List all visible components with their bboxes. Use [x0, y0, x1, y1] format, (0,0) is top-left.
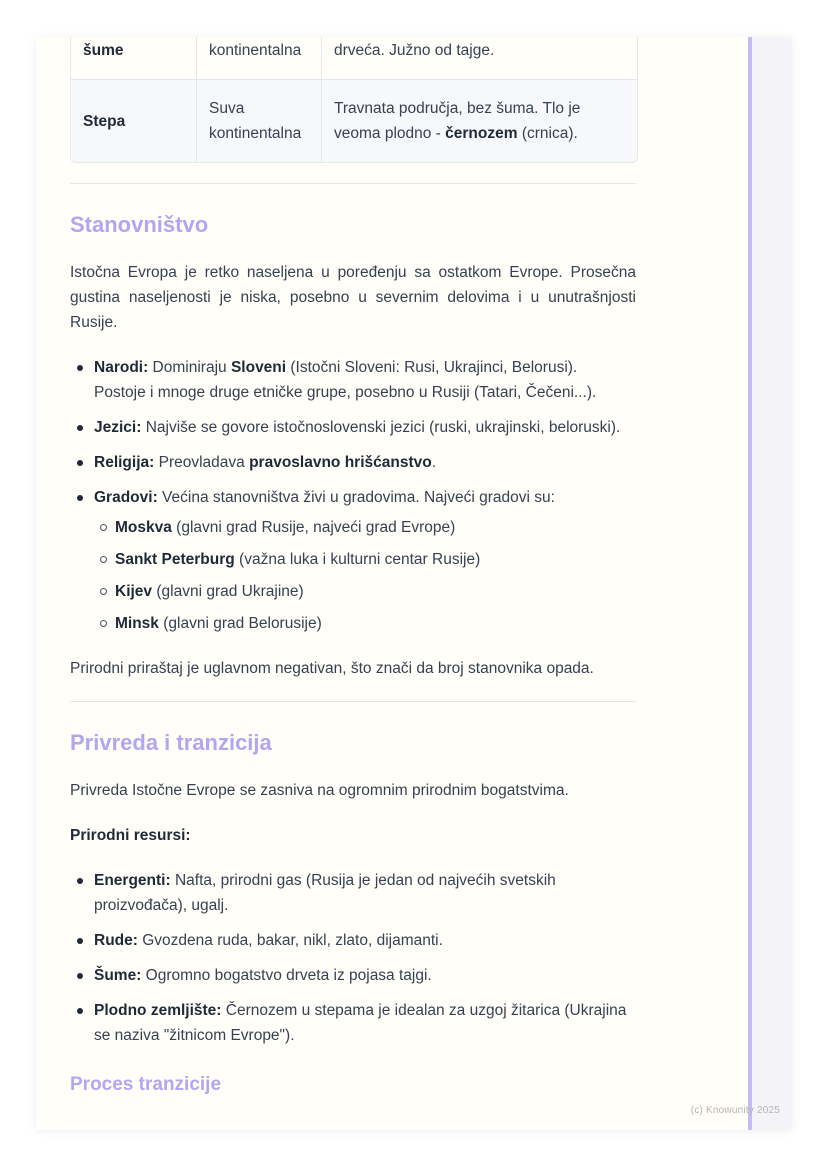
bold-text: Moskva [115, 519, 172, 536]
document-page [36, 37, 792, 1130]
bold-text: Religija: [94, 454, 155, 471]
section-divider [70, 701, 636, 702]
para-economy-intro [70, 778, 636, 803]
para-natural-resources-label [70, 823, 636, 848]
population-list [70, 355, 636, 636]
table-cell [71, 79, 196, 162]
table-body [71, 37, 637, 162]
text-run: (važna luka i kulturni centar Rusije) [234, 551, 481, 568]
bold-text: Jezici: [94, 419, 142, 436]
table-row [71, 79, 637, 162]
list-item [70, 963, 628, 988]
sub-list-item [94, 611, 628, 636]
text-run: Preovladava [154, 454, 250, 471]
bold-text: Energenti: [94, 872, 171, 889]
bold-text: Sankt Peterburg [115, 551, 235, 568]
text-run: (Istočni Sloveni: Rusi, Ukrajinci, Belorusi). Postoje i mnoge druge etničke grupe, posebno u Rusiji (Tatari, Čečeni...). [94, 359, 597, 401]
text-run: Černozem u stepama je idealan za uzgoj žitarica (Ukrajina se naziva "žitnicom Evrope"). [94, 1002, 627, 1044]
table-cell [321, 79, 637, 162]
sub-list-item [94, 547, 628, 572]
text-run: (glavni grad Belorusije) [158, 615, 322, 632]
text-run: Najviše se govore istočnoslovenski jezici (ruski, ukrajinski, beloruski). [141, 419, 621, 436]
text-run: Prirodni priraštaj je uglavnom negativan, što znači da broj stanovnika opada. [70, 660, 594, 677]
text-run: Gvozdena ruda, bakar, nikl, zlato, dijamanti. [137, 932, 443, 949]
text-run: Nafta, prirodni gas (Rusija je jedan od najvećih svetskih proizvođača), ugalj. [94, 872, 556, 914]
text-run: Suva kontinentalna [209, 100, 302, 142]
heading-stanovnistvo: Stanovništvo [70, 212, 209, 237]
heading-proces-tranzicije: Proces tranzicije [70, 1074, 222, 1095]
text-run: Travnata područja, bez šuma. Tlo je veoma plodno - [334, 100, 581, 142]
bold-text: Gradovi: [94, 489, 158, 506]
list-item [70, 450, 628, 475]
bold-text: Minsk [115, 615, 159, 632]
text-run: Većina stanovništva živi u gradovima. Najveći gradovi su: [157, 489, 555, 506]
resources-list [70, 868, 636, 1048]
text-run: Ogromno bogatstvo drveta iz pojasa tajgi. [141, 967, 432, 984]
section-divider [70, 183, 636, 184]
bold-text: Šume: [94, 967, 142, 984]
table-cell [196, 37, 321, 79]
text-run: kontinentalna [209, 42, 302, 59]
watermark: (c) Knowunity 2025 [690, 1105, 780, 1116]
text-run: Istočna Evropa je retko naseljena u poređenju sa ostatkom Evrope. Prosečna gustina naseljenosti je niska, posebno u severnim delovima i u unutrašnjosti Rusije. [70, 264, 636, 331]
document-content [70, 37, 636, 1098]
text-run: drveća. Južno od tajge. [334, 42, 495, 59]
list-item [70, 485, 628, 636]
table-cell [321, 37, 637, 79]
bold-text: Narodi: [94, 359, 149, 376]
climate-table [70, 37, 638, 163]
list-item [70, 355, 628, 405]
heading-privreda-i-tranzicija: Privreda i tranzicija [70, 730, 272, 755]
table-row [71, 37, 637, 79]
text-run: (crnica). [517, 125, 578, 142]
text-run: Dominiraju [148, 359, 231, 376]
page-margin-track [752, 37, 792, 1130]
sub-list-item [94, 515, 628, 540]
list-item [70, 868, 628, 918]
para-population-intro [70, 260, 636, 335]
text-run: (glavni grad Rusije, najveći grad Evrope) [171, 519, 456, 536]
bold-text: pravoslavno hrišćanstvo [249, 454, 432, 471]
bold-text: Kijev [115, 583, 153, 600]
text-run: (glavni grad Ukrajine) [152, 583, 304, 600]
page-right-border-stripe [748, 37, 752, 1130]
bold-text: černozem [445, 125, 518, 142]
list-item [70, 928, 628, 953]
bold-text: Plodno zemljište: [94, 1002, 222, 1019]
sub-list-item [94, 579, 628, 604]
para-natural-increase [70, 656, 636, 681]
list-item [70, 415, 628, 440]
text-run: Privreda Istočne Evrope se zasniva na ogromnim prirodnim bogatstvima. [70, 782, 569, 799]
bold-text: Prirodni resursi: [70, 827, 191, 844]
bold-text: Sloveni [230, 359, 287, 376]
table-cell [71, 37, 196, 79]
list-item [70, 998, 628, 1048]
bold-text: šume [83, 42, 124, 59]
bold-text: Stepa [83, 112, 126, 130]
text-run: . [431, 454, 437, 471]
sub-list [94, 515, 628, 636]
bold-text: Rude: [94, 932, 138, 949]
table-cell [196, 79, 321, 162]
